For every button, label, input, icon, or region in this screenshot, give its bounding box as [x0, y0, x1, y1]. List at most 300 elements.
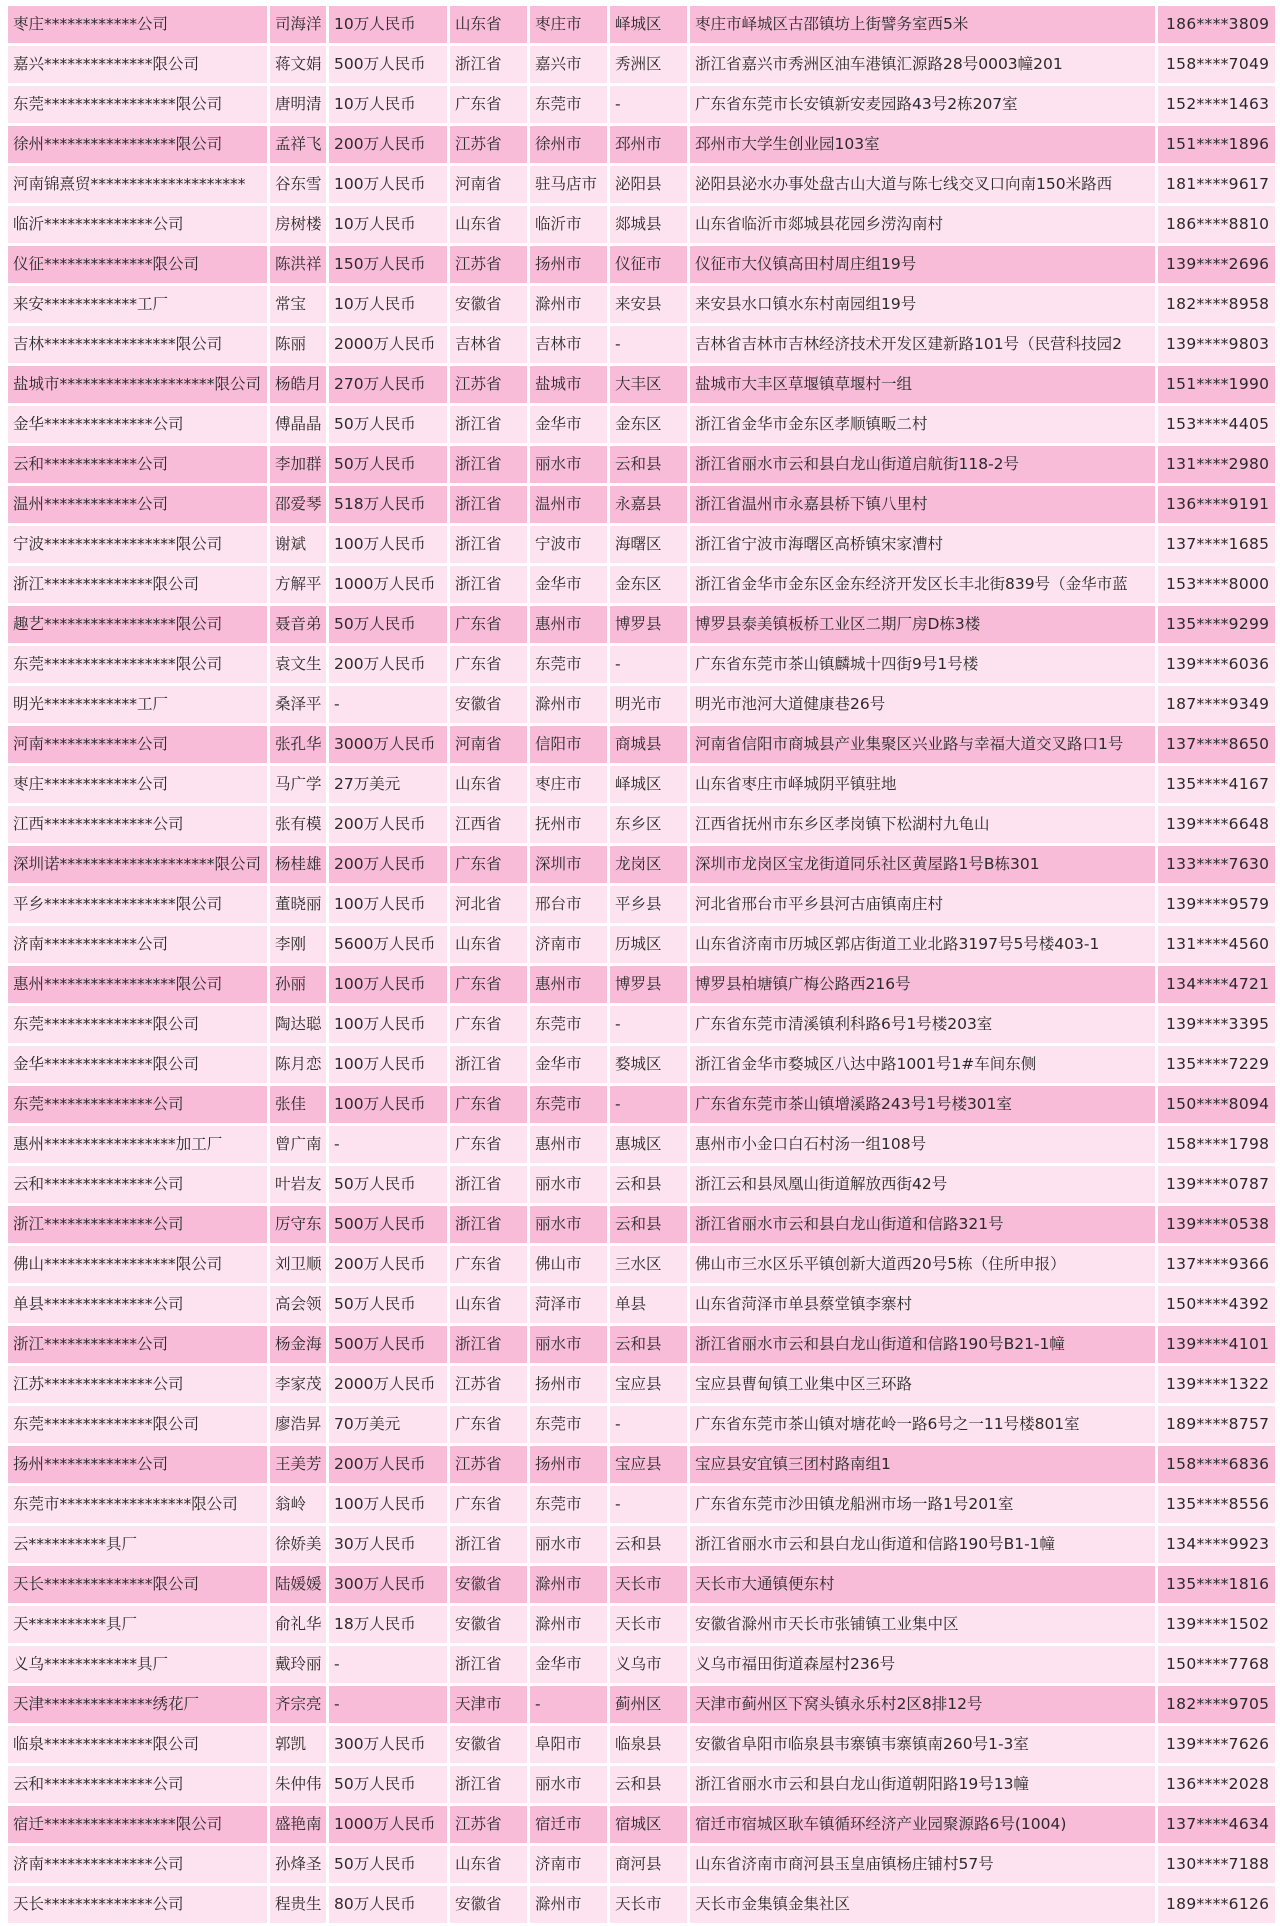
province-cell: 山东省 — [450, 6, 527, 43]
legal-person-cell: 廖浩昇 — [270, 1406, 326, 1443]
phone-cell: 151****1990 — [1158, 366, 1275, 403]
address-cell: 浙江省金华市婺城区八达中路1001号1#车间东侧 — [690, 1046, 1155, 1083]
address-cell: 浙江省丽水市云和县白龙山街道和信路190号B21-1幢 — [690, 1326, 1155, 1363]
address-cell: 浙江省宁波市海曙区高桥镇宋家漕村 — [690, 526, 1155, 563]
company-name-cell: 云和**************公司 — [8, 1166, 267, 1203]
address-cell: 浙江云和县凤凰山街道解放西街42号 — [690, 1166, 1155, 1203]
company-name-cell: 临沂**************公司 — [8, 206, 267, 243]
province-cell: 广东省 — [450, 1486, 527, 1523]
address-cell: 宝应县安宜镇三团村路南组1 — [690, 1446, 1155, 1483]
company-name-cell: 惠州*****************限公司 — [8, 966, 267, 1003]
city-cell: 温州市 — [530, 486, 607, 523]
registered-capital-cell: 10万人民币 — [329, 206, 447, 243]
city-cell: 吉林市 — [530, 326, 607, 363]
phone-cell: 151****1896 — [1158, 126, 1275, 163]
registered-capital-cell: 5600万人民币 — [329, 926, 447, 963]
address-cell: 浙江省金华市金东区金东经济开发区长丰北街839号（金华市蓝 — [690, 566, 1155, 603]
table-row — [8, 46, 1275, 83]
district-cell: 云和县 — [610, 1766, 687, 1803]
company-name-cell: 江西**************公司 — [8, 806, 267, 843]
province-cell: 江苏省 — [450, 246, 527, 283]
company-name-cell: 单县**************公司 — [8, 1286, 267, 1323]
province-cell: 山东省 — [450, 766, 527, 803]
address-cell: 浙江省金华市金东区孝顺镇畈二村 — [690, 406, 1155, 443]
province-cell: 江苏省 — [450, 1366, 527, 1403]
company-name-cell: 浙江************公司 — [8, 1326, 267, 1363]
province-cell: 山东省 — [450, 206, 527, 243]
phone-cell: 158****6836 — [1158, 1446, 1275, 1483]
registered-capital-cell: 50万人民币 — [329, 446, 447, 483]
district-cell: 宝应县 — [610, 1366, 687, 1403]
phone-cell: 139****0538 — [1158, 1206, 1275, 1243]
province-cell: 浙江省 — [450, 406, 527, 443]
province-cell: 山东省 — [450, 1846, 527, 1883]
province-cell: 广东省 — [450, 606, 527, 643]
company-name-cell: 云和************公司 — [8, 446, 267, 483]
registered-capital-cell: 30万人民币 — [329, 1526, 447, 1563]
phone-cell: 139****2696 — [1158, 246, 1275, 283]
registered-capital-cell: 50万人民币 — [329, 1286, 447, 1323]
district-cell: 临泉县 — [610, 1726, 687, 1763]
phone-cell: 135****8556 — [1158, 1486, 1275, 1523]
city-cell: 丽水市 — [530, 1526, 607, 1563]
legal-person-cell: 房树楼 — [270, 206, 326, 243]
province-cell: 天津市 — [450, 1686, 527, 1723]
table-row — [8, 806, 1275, 843]
province-cell: 江苏省 — [450, 126, 527, 163]
district-cell: 仪征市 — [610, 246, 687, 283]
province-cell: 江西省 — [450, 806, 527, 843]
city-cell: 金华市 — [530, 1046, 607, 1083]
district-cell: 金东区 — [610, 406, 687, 443]
table-row — [8, 846, 1275, 883]
legal-person-cell: 孟祥飞 — [270, 126, 326, 163]
district-cell: - — [610, 1486, 687, 1523]
table-row — [8, 86, 1275, 123]
legal-person-cell: 曾广南 — [270, 1126, 326, 1163]
legal-person-cell: 杨桂雄 — [270, 846, 326, 883]
address-cell: 博罗县柏塘镇广梅公路西216号 — [690, 966, 1155, 1003]
registered-capital-cell: - — [329, 1686, 447, 1723]
company-name-cell: 东莞**************公司 — [8, 1086, 267, 1123]
district-cell: 云和县 — [610, 446, 687, 483]
city-cell: 枣庄市 — [530, 6, 607, 43]
company-name-cell: 宁波*****************限公司 — [8, 526, 267, 563]
province-cell: 浙江省 — [450, 1646, 527, 1683]
phone-cell: 182****8958 — [1158, 286, 1275, 323]
phone-cell: 135****7229 — [1158, 1046, 1275, 1083]
table-row — [8, 1446, 1275, 1483]
phone-cell: 137****1685 — [1158, 526, 1275, 563]
city-cell: 嘉兴市 — [530, 46, 607, 83]
phone-cell: 182****9705 — [1158, 1686, 1275, 1723]
address-cell: 广东省东莞市沙田镇龙船洲市场一路1号201室 — [690, 1486, 1155, 1523]
table-row — [8, 526, 1275, 563]
registered-capital-cell: 100万人民币 — [329, 1486, 447, 1523]
registered-capital-cell: 200万人民币 — [329, 1446, 447, 1483]
registered-capital-cell: 80万人民币 — [329, 1886, 447, 1923]
district-cell: 龙岗区 — [610, 846, 687, 883]
province-cell: 河南省 — [450, 726, 527, 763]
company-name-cell: 吉林*****************限公司 — [8, 326, 267, 363]
phone-cell: 158****1798 — [1158, 1126, 1275, 1163]
city-cell: 丽水市 — [530, 446, 607, 483]
company-name-cell: 江苏**************公司 — [8, 1366, 267, 1403]
table-row — [8, 6, 1275, 43]
province-cell: 安徽省 — [450, 1886, 527, 1923]
province-cell: 浙江省 — [450, 486, 527, 523]
district-cell: 义乌市 — [610, 1646, 687, 1683]
district-cell: - — [610, 326, 687, 363]
phone-cell: 139****7626 — [1158, 1726, 1275, 1763]
city-cell: 丽水市 — [530, 1206, 607, 1243]
phone-cell: 181****9617 — [1158, 166, 1275, 203]
registered-capital-cell: 70万美元 — [329, 1406, 447, 1443]
province-cell: 广东省 — [450, 1006, 527, 1043]
table-row — [8, 446, 1275, 483]
company-name-cell: 济南************公司 — [8, 926, 267, 963]
city-cell: 宁波市 — [530, 526, 607, 563]
company-name-cell: 东莞*****************限公司 — [8, 86, 267, 123]
province-cell: 河北省 — [450, 886, 527, 923]
phone-cell: 139****0787 — [1158, 1166, 1275, 1203]
city-cell: 济南市 — [530, 1846, 607, 1883]
district-cell: - — [610, 646, 687, 683]
table-row — [8, 1126, 1275, 1163]
city-cell: 抚州市 — [530, 806, 607, 843]
city-cell: 金华市 — [530, 566, 607, 603]
table-row — [8, 1646, 1275, 1683]
phone-cell: 135****4167 — [1158, 766, 1275, 803]
city-cell: 菏泽市 — [530, 1286, 607, 1323]
phone-cell: 131****2980 — [1158, 446, 1275, 483]
registered-capital-cell: 500万人民币 — [329, 46, 447, 83]
province-cell: 江苏省 — [450, 366, 527, 403]
legal-person-cell: 张孔华 — [270, 726, 326, 763]
province-cell: 山东省 — [450, 1286, 527, 1323]
table-row — [8, 406, 1275, 443]
registered-capital-cell: 200万人民币 — [329, 646, 447, 683]
legal-person-cell: 俞礼华 — [270, 1606, 326, 1643]
phone-cell: 150****4392 — [1158, 1286, 1275, 1323]
legal-person-cell: 杨皓月 — [270, 366, 326, 403]
legal-person-cell: 马广学 — [270, 766, 326, 803]
city-cell: 滁州市 — [530, 1606, 607, 1643]
registered-capital-cell: 50万人民币 — [329, 1166, 447, 1203]
district-cell: 天长市 — [610, 1886, 687, 1923]
company-name-cell: 云**********具厂 — [8, 1526, 267, 1563]
table-row — [8, 926, 1275, 963]
address-cell: 广东省东莞市茶山镇对塘花岭一路6号之一11号楼801室 — [690, 1406, 1155, 1443]
address-cell: 江西省抚州市东乡区孝岗镇下松湖村九龟山 — [690, 806, 1155, 843]
table-row — [8, 1166, 1275, 1203]
district-cell: 平乡县 — [610, 886, 687, 923]
city-cell: 济南市 — [530, 926, 607, 963]
company-name-cell: 天**********具厂 — [8, 1606, 267, 1643]
address-cell: 山东省济南市历城区郭店街道工业北路3197号5号楼403-1 — [690, 926, 1155, 963]
province-cell: 浙江省 — [450, 1046, 527, 1083]
district-cell: 天长市 — [610, 1566, 687, 1603]
province-cell: 广东省 — [450, 646, 527, 683]
address-cell: 枣庄市峄城区古邵镇坊上街譬务室西5米 — [690, 6, 1155, 43]
legal-person-cell: 翁岭 — [270, 1486, 326, 1523]
table-row — [8, 206, 1275, 243]
legal-person-cell: 李家茂 — [270, 1366, 326, 1403]
city-cell: 枣庄市 — [530, 766, 607, 803]
company-name-cell: 东莞**************限公司 — [8, 1006, 267, 1043]
district-cell: 婺城区 — [610, 1046, 687, 1083]
city-cell: 临沂市 — [530, 206, 607, 243]
province-cell: 广东省 — [450, 1086, 527, 1123]
address-cell: 山东省枣庄市峄城阴平镇驻地 — [690, 766, 1155, 803]
registered-capital-cell: 10万人民币 — [329, 6, 447, 43]
city-cell: 惠州市 — [530, 1126, 607, 1163]
address-cell: 宝应县曹甸镇工业集中区三环路 — [690, 1366, 1155, 1403]
registered-capital-cell: 100万人民币 — [329, 1086, 447, 1123]
address-cell: 深圳市龙岗区宝龙街道同乐社区黄屋路1号B栋301 — [690, 846, 1155, 883]
registered-capital-cell: 2000万人民币 — [329, 326, 447, 363]
table-row — [8, 1246, 1275, 1283]
legal-person-cell: 常宝 — [270, 286, 326, 323]
company-name-cell: 金华**************公司 — [8, 406, 267, 443]
province-cell: 广东省 — [450, 1406, 527, 1443]
district-cell: 来安县 — [610, 286, 687, 323]
address-cell: 山东省临沂市郯城县花园乡涝沟南村 — [690, 206, 1155, 243]
table-row — [8, 1846, 1275, 1883]
company-name-cell: 济南**************公司 — [8, 1846, 267, 1883]
registered-capital-cell: 100万人民币 — [329, 526, 447, 563]
address-cell: 博罗县泰美镇板桥工业区二期厂房D栋3楼 — [690, 606, 1155, 643]
province-cell: 山东省 — [450, 926, 527, 963]
legal-person-cell: 董晓丽 — [270, 886, 326, 923]
city-cell: 丽水市 — [530, 1326, 607, 1363]
district-cell: 大丰区 — [610, 366, 687, 403]
address-cell: 邳州市大学生创业园103室 — [690, 126, 1155, 163]
province-cell: 浙江省 — [450, 526, 527, 563]
city-cell: 深圳市 — [530, 846, 607, 883]
province-cell: 安徽省 — [450, 1566, 527, 1603]
address-cell: 惠州市小金口白石村汤一组108号 — [690, 1126, 1155, 1163]
table-row — [8, 1566, 1275, 1603]
legal-person-cell: 叶岩友 — [270, 1166, 326, 1203]
company-name-cell: 东莞**************限公司 — [8, 1406, 267, 1443]
legal-person-cell: 陈月恋 — [270, 1046, 326, 1083]
registered-capital-cell: 200万人民币 — [329, 126, 447, 163]
company-name-cell: 东莞市*****************限公司 — [8, 1486, 267, 1523]
province-cell: 江苏省 — [450, 1446, 527, 1483]
company-table — [5, 3, 1278, 1926]
registered-capital-cell: 50万人民币 — [329, 406, 447, 443]
province-cell: 江苏省 — [450, 1806, 527, 1843]
city-cell: 丽水市 — [530, 1766, 607, 1803]
registered-capital-cell: - — [329, 1126, 447, 1163]
legal-person-cell: 戴玲丽 — [270, 1646, 326, 1683]
address-cell: 天长市金集镇金集社区 — [690, 1886, 1155, 1923]
registered-capital-cell: 50万人民币 — [329, 606, 447, 643]
company-name-cell: 徐州*****************限公司 — [8, 126, 267, 163]
company-name-cell: 盐城市********************限公司 — [8, 366, 267, 403]
registered-capital-cell: 27万美元 — [329, 766, 447, 803]
address-cell: 天长市大通镇便东村 — [690, 1566, 1155, 1603]
table-row — [8, 1726, 1275, 1763]
address-cell: 浙江省嘉兴市秀洲区油车港镇汇源路28号0003幢201 — [690, 46, 1155, 83]
registered-capital-cell: 200万人民币 — [329, 806, 447, 843]
registered-capital-cell: - — [329, 686, 447, 723]
registered-capital-cell: 18万人民币 — [329, 1606, 447, 1643]
company-name-cell: 深圳诺********************限公司 — [8, 846, 267, 883]
registered-capital-cell: 50万人民币 — [329, 1766, 447, 1803]
address-cell: 广东省东莞市茶山镇增溪路243号1号楼301室 — [690, 1086, 1155, 1123]
company-name-cell: 温州************公司 — [8, 486, 267, 523]
city-cell: 佛山市 — [530, 1246, 607, 1283]
company-name-cell: 东莞*****************限公司 — [8, 646, 267, 683]
table-row — [8, 166, 1275, 203]
legal-person-cell: 陆媛媛 — [270, 1566, 326, 1603]
address-cell: 天津市蓟州区下窝头镇永乐村2区8排12号 — [690, 1686, 1155, 1723]
address-cell: 广东省东莞市长安镇新安麦园路43号2栋207室 — [690, 86, 1155, 123]
province-cell: 广东省 — [450, 1246, 527, 1283]
table-row — [8, 126, 1275, 163]
address-cell: 河北省邢台市平乡县河古庙镇南庄村 — [690, 886, 1155, 923]
province-cell: 浙江省 — [450, 446, 527, 483]
table-row — [8, 766, 1275, 803]
phone-cell: 189****6126 — [1158, 1886, 1275, 1923]
phone-cell: 137****4634 — [1158, 1806, 1275, 1843]
table-row — [8, 326, 1275, 363]
registered-capital-cell: 200万人民币 — [329, 846, 447, 883]
province-cell: 安徽省 — [450, 286, 527, 323]
legal-person-cell: 朱仲伟 — [270, 1766, 326, 1803]
phone-cell: 135****1816 — [1158, 1566, 1275, 1603]
address-cell: 明光市池河大道健康巷26号 — [690, 686, 1155, 723]
company-name-cell: 宿迁*****************限公司 — [8, 1806, 267, 1843]
province-cell: 安徽省 — [450, 1726, 527, 1763]
district-cell: - — [610, 1406, 687, 1443]
phone-cell: 139****1322 — [1158, 1366, 1275, 1403]
registered-capital-cell: 500万人民币 — [329, 1326, 447, 1363]
address-cell: 宿迁市宿城区耿车镇循环经济产业园聚源路6号(1004) — [690, 1806, 1155, 1843]
district-cell: 商城县 — [610, 726, 687, 763]
province-cell: 河南省 — [450, 166, 527, 203]
company-name-cell: 金华**************限公司 — [8, 1046, 267, 1083]
table-row — [8, 966, 1275, 1003]
district-cell: 云和县 — [610, 1326, 687, 1363]
district-cell: 博罗县 — [610, 966, 687, 1003]
phone-cell: 134****9923 — [1158, 1526, 1275, 1563]
company-name-cell: 天长**************限公司 — [8, 1566, 267, 1603]
phone-cell: 135****9299 — [1158, 606, 1275, 643]
registered-capital-cell: 2000万人民币 — [329, 1366, 447, 1403]
city-cell: 东莞市 — [530, 1406, 607, 1443]
legal-person-cell: 盛艳南 — [270, 1806, 326, 1843]
phone-cell: 150****7768 — [1158, 1646, 1275, 1683]
city-cell: 丽水市 — [530, 1166, 607, 1203]
legal-person-cell: 方解平 — [270, 566, 326, 603]
phone-cell: 139****9803 — [1158, 326, 1275, 363]
table-row — [8, 1526, 1275, 1563]
table-row — [8, 1406, 1275, 1443]
registered-capital-cell: 150万人民币 — [329, 246, 447, 283]
company-name-cell: 天津**************绣花厂 — [8, 1686, 267, 1723]
district-cell: 博罗县 — [610, 606, 687, 643]
legal-person-cell: 唐明清 — [270, 86, 326, 123]
registered-capital-cell: 10万人民币 — [329, 86, 447, 123]
legal-person-cell: 王美芳 — [270, 1446, 326, 1483]
table-row — [8, 606, 1275, 643]
city-cell: 邢台市 — [530, 886, 607, 923]
legal-person-cell: 聂音弟 — [270, 606, 326, 643]
phone-cell: 139****9579 — [1158, 886, 1275, 923]
district-cell: 峄城区 — [610, 766, 687, 803]
city-cell: 阜阳市 — [530, 1726, 607, 1763]
table-body — [8, 6, 1275, 1923]
legal-person-cell: 郭凯 — [270, 1726, 326, 1763]
city-cell: 滁州市 — [530, 1886, 607, 1923]
legal-person-cell: 程贵生 — [270, 1886, 326, 1923]
city-cell: 东莞市 — [530, 1086, 607, 1123]
province-cell: 浙江省 — [450, 1326, 527, 1363]
company-name-cell: 河南锦熹贸******************** — [8, 166, 267, 203]
province-cell: 安徽省 — [450, 686, 527, 723]
province-cell: 浙江省 — [450, 46, 527, 83]
city-cell: 驻马店市 — [530, 166, 607, 203]
legal-person-cell: 孙丽 — [270, 966, 326, 1003]
table-row — [8, 686, 1275, 723]
company-name-cell: 惠州*****************加工厂 — [8, 1126, 267, 1163]
phone-cell: 139****1502 — [1158, 1606, 1275, 1643]
district-cell: 金东区 — [610, 566, 687, 603]
company-name-cell: 佛山*****************限公司 — [8, 1246, 267, 1283]
table-row — [8, 286, 1275, 323]
province-cell: 浙江省 — [450, 1206, 527, 1243]
registered-capital-cell: 50万人民币 — [329, 1846, 447, 1883]
phone-cell: 130****7188 — [1158, 1846, 1275, 1883]
province-cell: 浙江省 — [450, 1766, 527, 1803]
city-cell: 金华市 — [530, 406, 607, 443]
city-cell: 惠州市 — [530, 606, 607, 643]
registered-capital-cell: 3000万人民币 — [329, 726, 447, 763]
legal-person-cell: 谢斌 — [270, 526, 326, 563]
district-cell: 宿城区 — [610, 1806, 687, 1843]
legal-person-cell: 陈洪祥 — [270, 246, 326, 283]
city-cell: 徐州市 — [530, 126, 607, 163]
table-row — [8, 1606, 1275, 1643]
table-row — [8, 1046, 1275, 1083]
phone-cell: 137****9366 — [1158, 1246, 1275, 1283]
district-cell: - — [610, 86, 687, 123]
city-cell: 东莞市 — [530, 1006, 607, 1043]
company-name-cell: 枣庄************公司 — [8, 766, 267, 803]
registered-capital-cell: 10万人民币 — [329, 286, 447, 323]
legal-person-cell: 齐宗亮 — [270, 1686, 326, 1723]
address-cell: 广东省东莞市茶山镇麟城十四街9号1号楼 — [690, 646, 1155, 683]
registered-capital-cell: 270万人民币 — [329, 366, 447, 403]
legal-person-cell: 高会领 — [270, 1286, 326, 1323]
phone-cell: 186****8810 — [1158, 206, 1275, 243]
city-cell: 信阳市 — [530, 726, 607, 763]
district-cell: 单县 — [610, 1286, 687, 1323]
address-cell: 仪征市大仪镇高田村周庄组19号 — [690, 246, 1155, 283]
registered-capital-cell: 100万人民币 — [329, 886, 447, 923]
table-row — [8, 366, 1275, 403]
legal-person-cell: 谷东雪 — [270, 166, 326, 203]
registered-capital-cell: 100万人民币 — [329, 966, 447, 1003]
district-cell: 郯城县 — [610, 206, 687, 243]
address-cell: 安徽省滁州市天长市张铺镇工业集中区 — [690, 1606, 1155, 1643]
address-cell: 浙江省丽水市云和县白龙山街道启航街118-2号 — [690, 446, 1155, 483]
district-cell: 云和县 — [610, 1166, 687, 1203]
legal-person-cell: 杨金海 — [270, 1326, 326, 1363]
